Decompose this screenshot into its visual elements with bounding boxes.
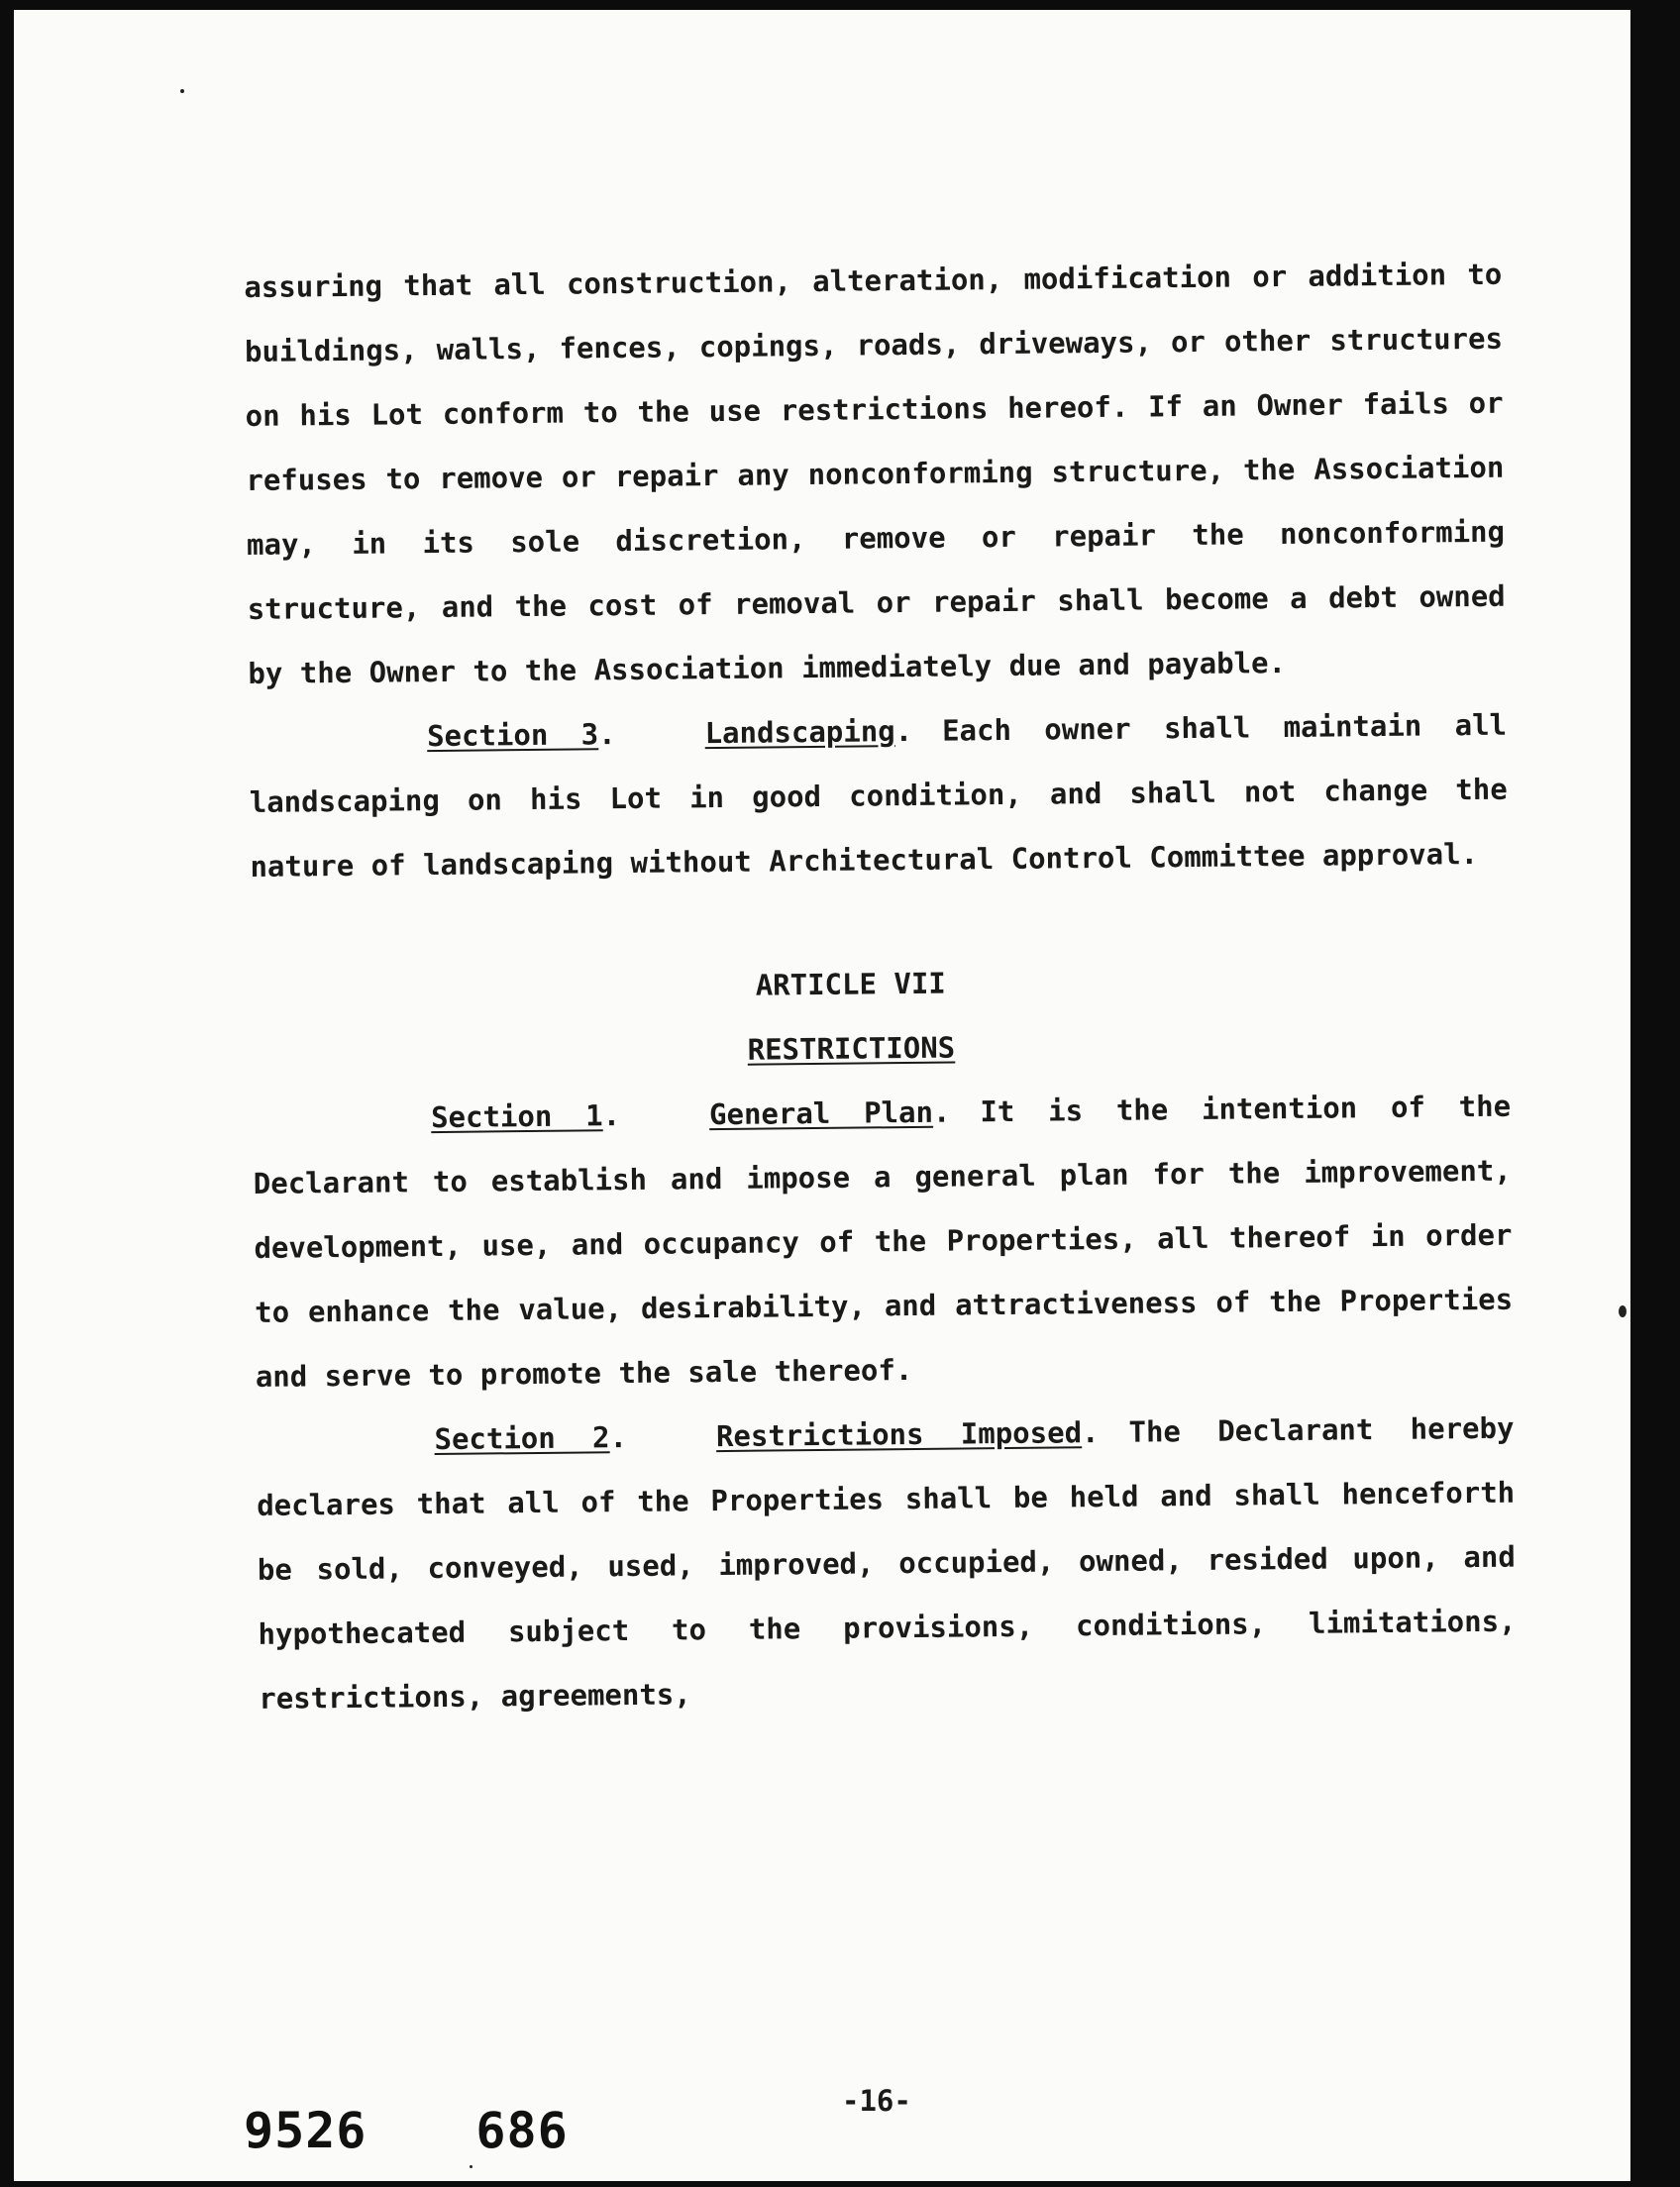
scan-speck [180,89,184,93]
document-id-part-2: 686 [475,2102,569,2159]
paragraph-continuation: assuring that all construction, alteration, modification or addition to buildings, walls, fences, copings, roads, driveways, or other structures on his Lot conform to the use restrictions hereof. If an Owner fails or refuses to remove or repair any nonconforming structure, the Association may, in its sole discretion, remove or repair the nonconforming structure, and the cost of removal or repair shall become a debt owned by the Owner to the Association immediately due and payable. [244,257,1506,690]
section-3-text: Each owner shall maintain all landscaping on his Lot in good condition, and shall not change the nature of landscaping without Architectural Control Committee approval. [249,707,1508,884]
section-3-title: Landscaping [704,714,895,751]
section-2-label: Section 2 [434,1420,610,1457]
page-number: -16- [842,2084,911,2118]
section-3-paragraph: Section 3. Landscaping. Each owner shall maintain all landscaping on his Lot in good condition, and shall not change the nature of landscaping without Architectural Control Committee approval. [249,707,1508,884]
document-body [244,243,1518,1731]
section-1-title: General Plan [708,1094,934,1132]
section-2-text: The Declarant hereby declares that all of the Properties shall be held and shall henceforth be sold, conveyed, used, improved, occupied, owned, resided upon, and hypothecated subject to the provisions, conditions, limitations, restrictions, agreements, [257,1410,1517,1716]
scan-speck [470,2165,472,2168]
document-id-part-1: 9526 [244,2102,368,2159]
section-2-paragraph: Section 2. Restrictions Imposed. The Declarant hereby declares that all of the Properties shall be held and shall henceforth be sold, conveyed, used, improved, occupied, owned, resided upon, and hypothecated subject to the provisions, conditions, limitations, restrictions, agreements, [257,1410,1517,1716]
section-1-label: Section 1 [430,1098,603,1135]
section-1-paragraph: Section 1. General Plan. It is the intention of the Declarant to establish and impose a general plan for the improvement, development, use, and occupancy of the Properties, all thereof in order to enhance the value, desirability, and attractiveness of the Properties and serve to promote the sale thereof. [253,1089,1514,1394]
article-number: ARTICLE VII [755,966,946,1002]
section-3-label: Section 3 [426,717,599,754]
article-title-text: RESTRICTIONS [747,1030,956,1067]
document-id-number [244,2102,569,2159]
section-1-text: It is the intention of the Declarant to establish and impose a general plan for the improvement, development, use, and occupancy of the Properties, all thereof in order to enhance the value, desirability, and attractiveness of the Properties and serve to promote the sale thereof. [253,1089,1514,1394]
section-2-title: Restrictions Imposed [715,1415,1083,1454]
document-page [14,10,1630,2181]
scan-speck [1619,1305,1627,1317]
